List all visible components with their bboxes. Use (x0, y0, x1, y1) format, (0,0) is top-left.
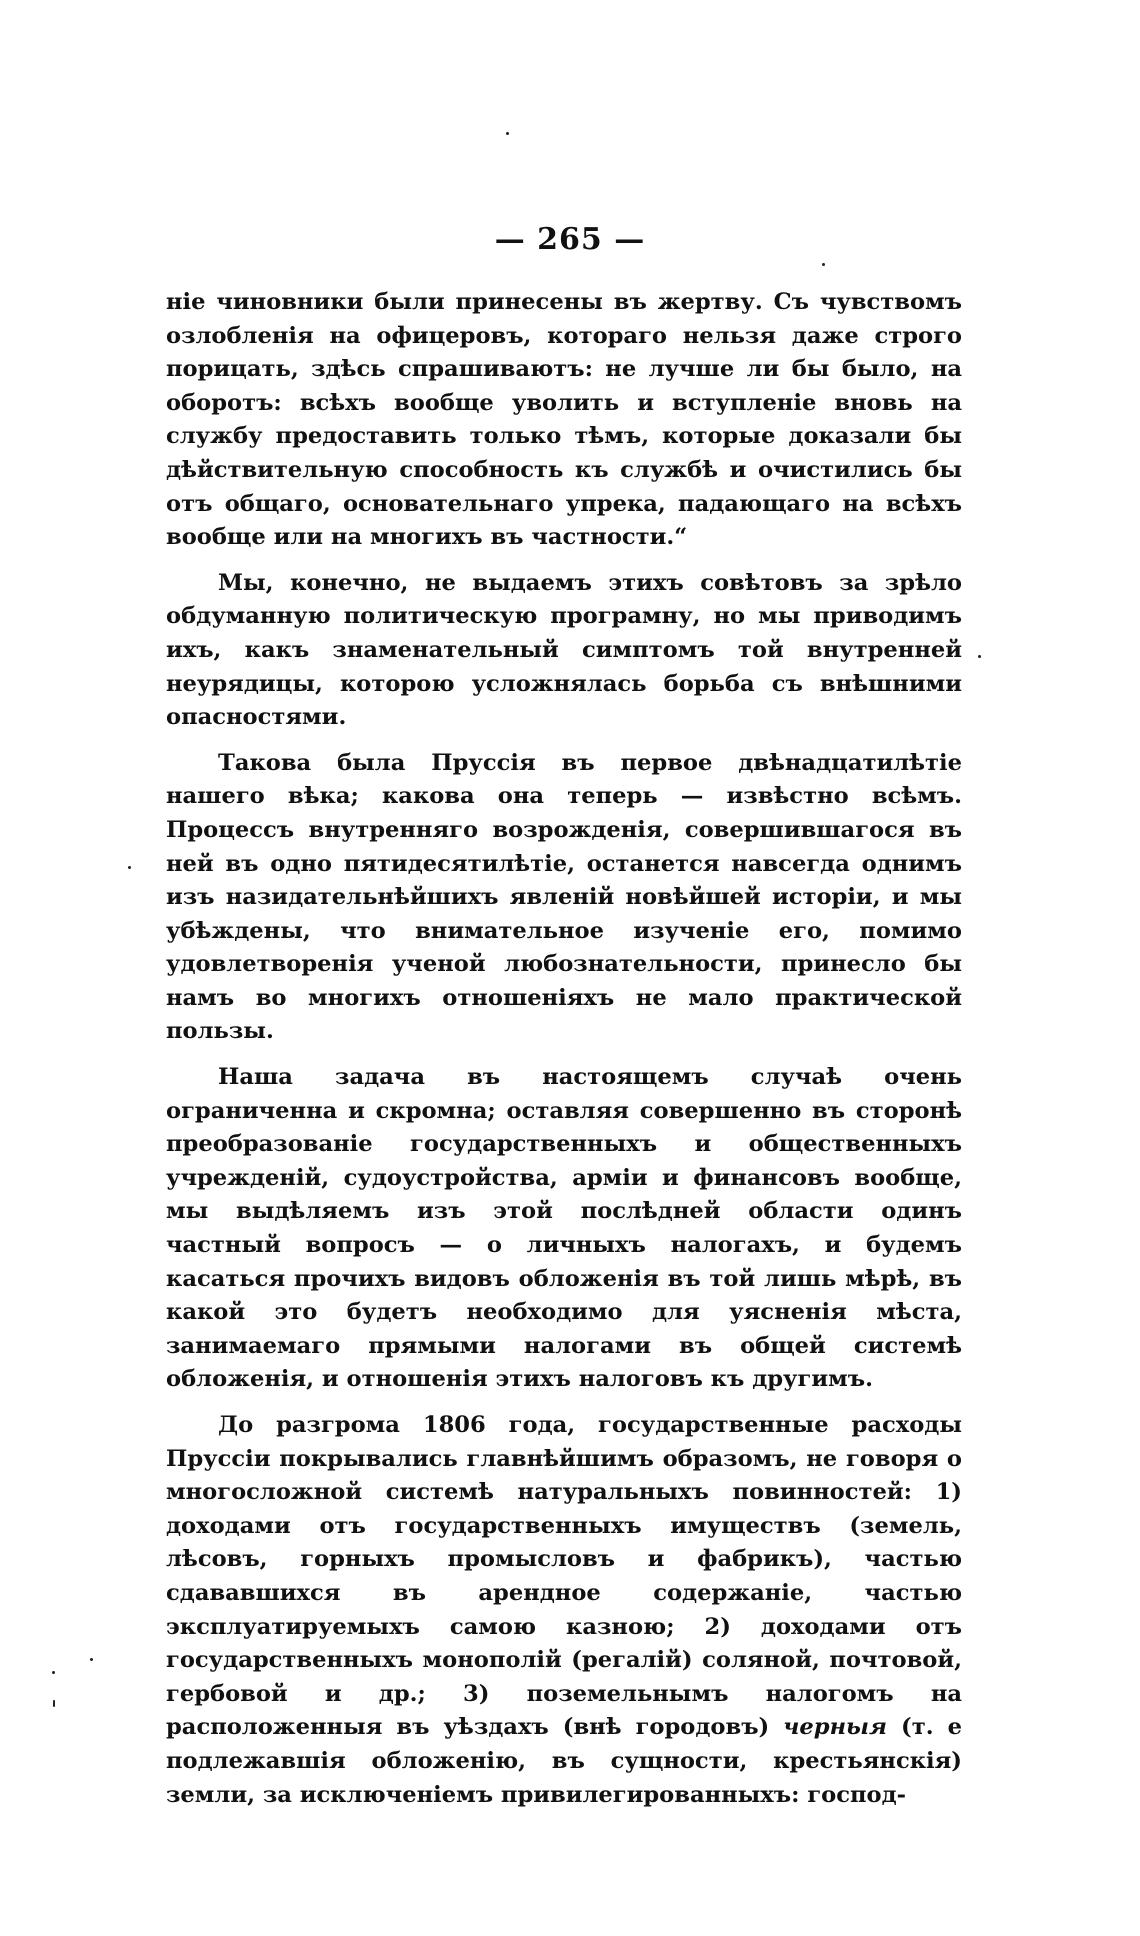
paragraph-3: Такова была Пруссія въ первое двѣнадцатилѣтіе нашего вѣка; какова она теперь — извѣстно всѣмъ. Процессъ внутренняго возрожденія, совершившагося въ ней въ одно пятидесятилѣтіе, останется навсегда однимъ изъ назидательнѣйшихъ явленій новѣйшей исторіи, и мы убѣждены, что внимательное изученіе его, помимо удовлетворенія ученой любознательности, принесло бы намъ во многихъ отношеніяхъ не мало практической пользы. (166, 749, 962, 1045)
paragraph-5-end: (т. е подлежавшія обложенію, въ сущности, крестьянскія) земли, за исключеніемъ привилегированныхъ: господ- (166, 1714, 962, 1808)
paragraph-1: ніе чиновники были принесены въ жертву. Съ чувствомъ озлобленія на офицеровъ, котораго нельзя даже строго порицать, здѣсь спрашиваютъ: не лучше ли бы было, на оборотъ: всѣхъ вообще уволить и вступленіе вновь на службу предоставить только тѣмъ, которые доказали бы дѣйствительную способность къ службѣ и очистились бы отъ общаго, основательнаго упрека, падающаго на всѣхъ вообще или на многихъ въ частности.“ (166, 289, 962, 551)
scan-speck (978, 655, 981, 658)
body-text (166, 286, 962, 1824)
page-number: — 265 — (494, 222, 646, 257)
paragraph-2: Мы, конечно, не выдаемъ этихъ совѣтовъ за зрѣло обдуманную политическую програмну, но мы приводимъ ихъ, какъ знаменательный симптомъ той внутренней неурядицы, которою усложнялась борьба съ внѣшними опасностями. (166, 569, 962, 731)
scan-speck (52, 1671, 55, 1674)
paragraph-5 (166, 1409, 962, 1812)
scan-speck (822, 263, 825, 266)
paragraph-4: Наша задача въ настоящемъ случаѣ очень ограниченна и скромна; оставляя совершенно въ сторонѣ преобразованіе государственныхъ и общественныхъ учрежденій, судоустройства, арміи и финансовъ вообще, мы выдѣляемъ изъ этой послѣдней области одинъ частный вопросъ — о личныхъ налогахъ, и будемъ касаться прочихъ видовъ обложенія въ той лишь мѣрѣ, въ какой это будетъ необходимо для уясненія мѣста, занимаемаго прямыми налогами въ общей системѣ обложенія, и отношенія этихъ налоговъ къ другимъ. (166, 1064, 962, 1393)
scan-speck (506, 132, 509, 135)
scan-speck (90, 1658, 93, 1661)
paragraph-5-start: До разгрома 1806 года, государственные расходы Пруссіи покрывались главнѣйшимъ образомъ, не говоря о многосложной системѣ натуральныхъ повинностей: 1) доходами отъ государственныхъ имуществъ (земель, лѣсовъ, горныхъ промысловъ и фабрикъ), частью сдававшихся въ арендное содержаніе, частью эксплуатируемыхъ самою казною; 2) доходами отъ государственныхъ монополій (регалій) соляной, почтовой, гербовой и др.; 3) поземельнымъ налогомъ на расположенныя въ уѣздахъ (внѣ городовъ) (166, 1412, 962, 1741)
emphasized-word: черныя (783, 1714, 888, 1741)
scan-speck (128, 866, 131, 869)
scan-speck (53, 1700, 55, 1707)
